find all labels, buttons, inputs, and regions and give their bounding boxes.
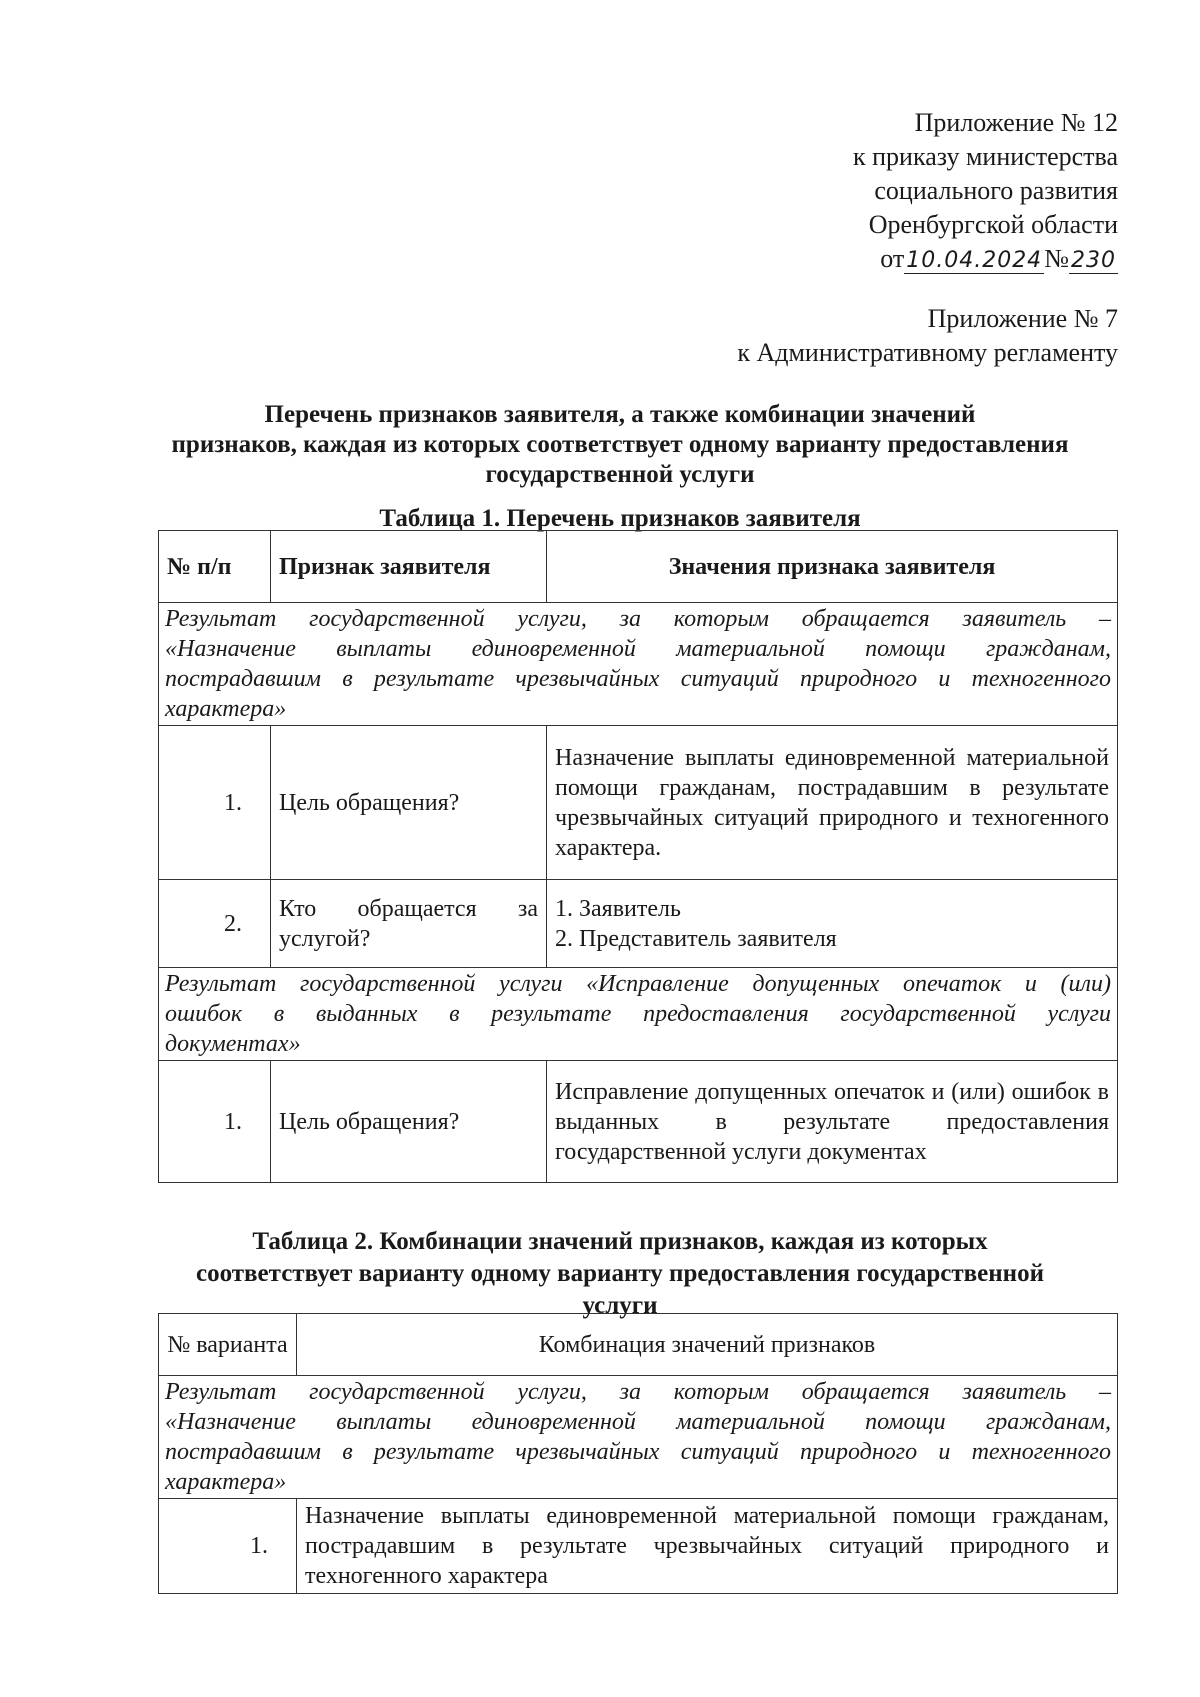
section-text [159,968,1118,1061]
row-value [547,880,1118,968]
order-date-line [853,242,1118,278]
header-variant-number: № варианта [159,1314,297,1376]
section-line: Результат государственной услуги, за которым обращается заявитель – [165,1379,1111,1405]
caption-line: Таблица 2. Комбинации значений признаков, каждая из которых [252,1228,988,1255]
table-header-row [159,531,1118,603]
section-row [159,1376,1118,1499]
section-line: документах» [165,1031,301,1057]
title-line: государственной услуги [485,461,755,488]
section-line: Результат государственной услуги, за которым обращается заявитель – [165,606,1111,632]
header-number: № п/п [159,531,271,603]
header-combination: Комбинация значений признаков [297,1314,1118,1376]
row-feature: Цель обращения? [271,726,547,880]
handwritten-date: 10.04.2024 [906,248,1043,273]
header-feature: Признак заявителя [271,531,547,603]
appendix-12-line: Оренбургской области [868,210,1118,239]
section-line: «Назначение выплаты единовременной материальной помощи гражданам, [165,636,1111,662]
section-row [159,968,1118,1061]
appendix-12-block [853,106,1118,278]
caption-line: услуги [582,1292,658,1319]
row-number: 1. [159,726,271,880]
row-number: 1. [159,1061,271,1183]
title-line: признаков, каждая из которых соответствует одному варианту предоставления [171,431,1069,458]
appendix-7-block [737,302,1118,370]
row-number: 2. [159,880,271,968]
table-header-row [159,1314,1118,1376]
appendix-12-line: к приказу министерства [853,142,1118,171]
appendix-7-line: Приложение № 7 [927,304,1118,333]
value-option: 2. Представитель заявителя [555,925,837,952]
table-row [159,726,1118,880]
row-feature: Кто обращается за услугой? [271,880,547,968]
value-option: 1. Заявитель [555,895,681,922]
number-prefix: № [1044,244,1069,273]
applicant-features-table [158,530,1118,1183]
section-line: пострадавшим в результате чрезвычайных ситуаций природного и техногенного [165,1439,1111,1465]
header-values: Значения признака заявителя [547,531,1118,603]
row-value: Назначение выплаты единовременной материальной помощи гражданам, пострадавшим в результате чрезвычайных ситуаций природного и техногенного характера. [547,726,1118,880]
appendix-7-line: к Административному регламенту [737,338,1118,367]
date-prefix: от [880,244,905,273]
row-feature: Цель обращения? [271,1061,547,1183]
appendix-12-line: Приложение № 12 [914,108,1118,137]
table2-caption [140,1226,1100,1322]
title-line: Перечень признаков заявителя, а также комбинации значений [264,401,976,428]
caption-line: соответствует варианту одному варианту предоставления государственной [195,1260,1044,1287]
section-line: характера» [165,696,287,722]
section-text [159,1376,1118,1499]
section-line: ошибок в выданных в результате предоставления государственной услуги [165,1001,1111,1027]
section-row [159,603,1118,726]
table-row [159,1061,1118,1183]
row-value: Исправление допущенных опечаток и (или) ошибок в выданных в результате предоставления государственной услуги документах [547,1061,1118,1183]
section-line: пострадавшим в результате чрезвычайных ситуаций природного и техногенного [165,666,1111,692]
appendix-12-line: социального развития [874,176,1118,205]
feature-combinations-table [158,1313,1118,1594]
row-number: 1. [159,1499,297,1594]
handwritten-number: 230 [1071,248,1116,273]
table-row [159,1499,1118,1594]
section-text [159,603,1118,726]
table-row [159,880,1118,968]
section-line: «Назначение выплаты единовременной материальной помощи гражданам, [165,1409,1111,1435]
section-line: Результат государственной услуги «Исправление допущенных опечаток и (или) [165,971,1111,997]
table1-caption: Таблица 1. Перечень признаков заявителя [379,505,861,532]
document-title [140,400,1100,490]
section-line: характера» [165,1469,287,1495]
row-value: Назначение выплаты единовременной материальной помощи гражданам, пострадавшим в результате чрезвычайных ситуаций природного и техногенного характера [297,1499,1118,1594]
